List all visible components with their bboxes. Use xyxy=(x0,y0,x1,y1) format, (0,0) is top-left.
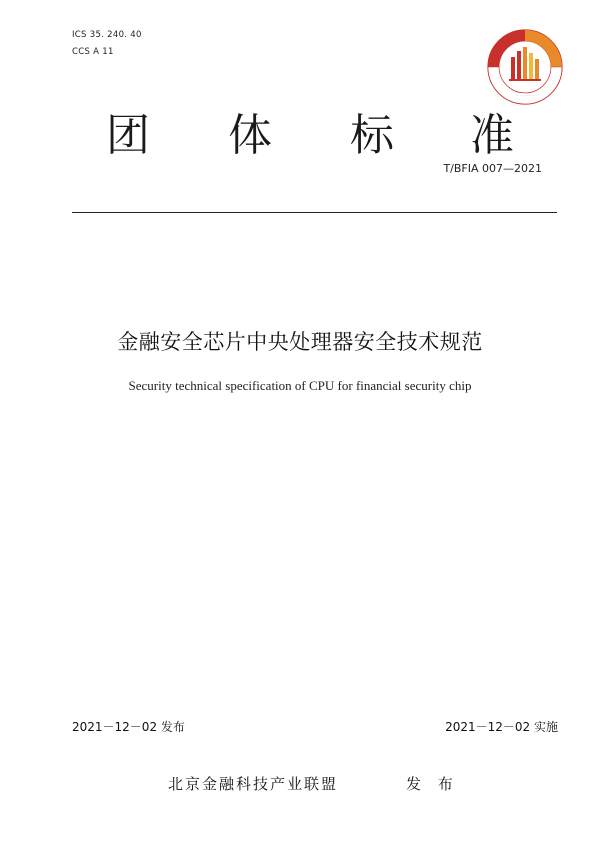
implement-date: 2021－12－02 实施 xyxy=(445,720,558,734)
issue-date: 2021－12－02 发布 xyxy=(72,720,185,734)
publish-label: 发 布 xyxy=(406,775,459,793)
heading-char-1: 团 xyxy=(106,110,150,161)
document-title-en: Security technical specification of CPU for financial security chip xyxy=(128,378,472,393)
ccs-code: CCS A 11 xyxy=(72,47,114,57)
document-title-cn: 金融安全芯片中央处理器安全技术规范 xyxy=(117,330,483,354)
divider-line xyxy=(72,212,557,213)
svg-text:· · · · · · · · ·: · · · · · · · · · xyxy=(516,94,534,98)
heading-char-2: 体 xyxy=(228,110,272,161)
group-standard-heading xyxy=(0,106,600,166)
heading-char-3: 标 xyxy=(350,110,394,161)
standard-number: T/BFIA 007—2021 xyxy=(443,162,542,175)
alliance-seal-logo-icon xyxy=(485,27,565,107)
ics-code: ICS 35. 240. 40 xyxy=(72,30,142,40)
publisher-name: 北京金融科技产业联盟 xyxy=(168,775,339,793)
heading-char-4: 准 xyxy=(470,110,514,161)
